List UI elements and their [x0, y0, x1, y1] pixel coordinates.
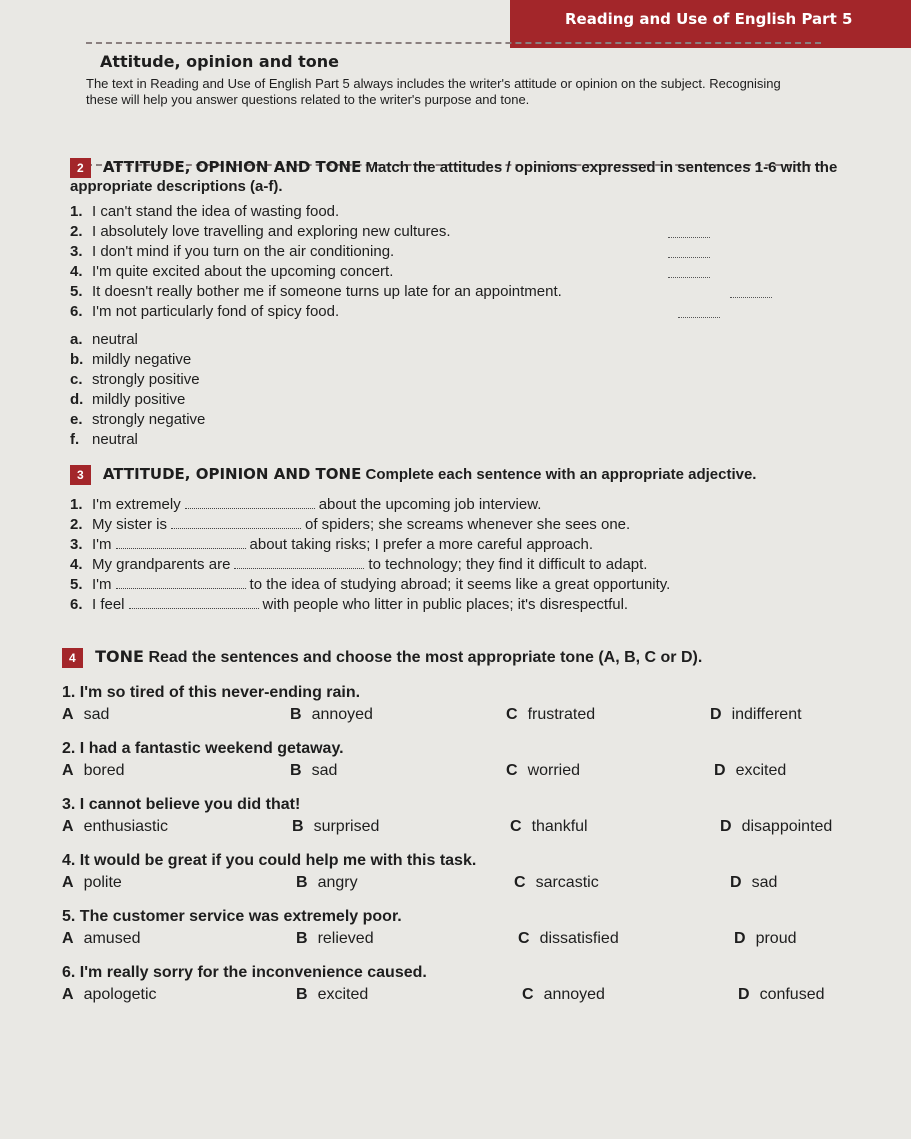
- exercise-label: ATTITUDE, OPINION AND TONE: [102, 158, 362, 176]
- exercise-3: [70, 465, 860, 615]
- item-number: 4.: [70, 263, 83, 280]
- completion-item: [70, 595, 860, 615]
- sentence-start: I'm: [92, 576, 112, 593]
- option-d[interactable]: D indifferent: [710, 706, 802, 723]
- item-letter: b.: [70, 351, 84, 368]
- sentence-text: It doesn't really bother me if someone turns up late for an appointment.: [92, 283, 562, 300]
- header-band: [510, 0, 911, 48]
- question-stem: 3. I cannot believe you did that!: [62, 796, 301, 813]
- option-b[interactable]: B relieved: [296, 930, 374, 947]
- option-a[interactable]: A sad: [62, 706, 110, 723]
- item-number: 6.: [70, 596, 83, 613]
- sentence-item: [70, 202, 860, 222]
- question-stem: 2. I had a fantastic weekend getaway.: [62, 740, 344, 757]
- option-c[interactable]: C worried: [506, 762, 581, 779]
- exercise-instruction: Read the sentences and choose the most appropriate tone (A, B, C or D).: [148, 649, 703, 666]
- description-text: neutral: [92, 331, 138, 348]
- question-stem: 6. I'm really sorry for the inconvenience caused.: [62, 964, 427, 981]
- option-row: [62, 872, 852, 896]
- option-row: [62, 928, 852, 952]
- completion-item: [70, 515, 860, 535]
- exercise-4: [62, 648, 852, 1008]
- completion-list: [70, 495, 860, 615]
- question: [62, 738, 852, 784]
- sentence-text: I can't stand the idea of wasting food.: [92, 203, 340, 220]
- sentence-end: to the idea of studying abroad; it seems like a great opportunity.: [249, 576, 671, 593]
- question-stem: 4. It would be great if you could help me with this task.: [62, 852, 477, 869]
- item-letter: f.: [70, 431, 80, 448]
- item-number: 5.: [70, 283, 83, 300]
- option-b[interactable]: B sad: [290, 762, 338, 779]
- exercise-label: ATTITUDE, OPINION AND TONE: [102, 465, 362, 483]
- item-number: 4.: [70, 556, 83, 573]
- sentence-start: I'm: [92, 536, 112, 553]
- option-a[interactable]: A polite: [62, 874, 122, 891]
- item-letter: c.: [70, 371, 83, 388]
- sentence-end: about the upcoming job interview.: [318, 496, 542, 513]
- option-row: [62, 704, 852, 728]
- sentence-end: about taking risks; I prefer a more careful approach.: [249, 536, 594, 553]
- exercise-4-heading: [62, 648, 852, 668]
- option-d[interactable]: D proud: [734, 930, 797, 947]
- completion-item: [70, 575, 860, 595]
- answer-blank[interactable]: [116, 547, 246, 549]
- description-item: [70, 370, 860, 390]
- page-title: Reading and Use of English Part 5: [565, 10, 853, 28]
- question: [62, 682, 852, 728]
- option-b[interactable]: B annoyed: [290, 706, 373, 723]
- item-letter: e.: [70, 411, 83, 428]
- sentence-start: My sister is: [92, 516, 167, 533]
- item-letter: d.: [70, 391, 84, 408]
- sentence-text: I'm not particularly fond of spicy food.: [92, 303, 340, 320]
- question: [62, 906, 852, 952]
- option-row: [62, 760, 852, 784]
- answer-blank[interactable]: [678, 316, 720, 318]
- item-number: 5.: [70, 576, 83, 593]
- exercise-number-badge: 2: [70, 158, 91, 178]
- sentence-text: I don't mind if you turn on the air conditioning.: [92, 243, 395, 260]
- description-item: [70, 350, 860, 370]
- sentence-item: [70, 302, 860, 322]
- answer-blank[interactable]: [668, 256, 710, 258]
- option-d[interactable]: D sad: [730, 874, 778, 891]
- exercise-number-badge: 4: [62, 648, 83, 668]
- completion-item: [70, 535, 860, 555]
- item-number: 6.: [70, 303, 83, 320]
- description-text: strongly negative: [92, 411, 206, 428]
- sentence-start: I'm extremely: [92, 496, 181, 513]
- sentence-end: to technology; they find it difficult to adapt.: [368, 556, 648, 573]
- option-row: [62, 816, 852, 840]
- intro-heading: Attitude, opinion and tone: [100, 52, 340, 71]
- option-a[interactable]: A amused: [62, 930, 141, 947]
- answer-blank[interactable]: [185, 507, 315, 509]
- description-text: strongly positive: [92, 371, 200, 388]
- question-stem: 5. The customer service was extremely poor.: [62, 908, 402, 925]
- sentence-list: [70, 202, 860, 322]
- option-c[interactable]: C frustrated: [506, 706, 596, 723]
- description-item: [70, 410, 860, 430]
- sentence-start: My grandparents are: [92, 556, 231, 573]
- exercise-instruction: Match the attitudes / opinions expressed in sentences 1-6 with the appropriate descriptions (a-f).: [70, 159, 838, 195]
- answer-blank[interactable]: [116, 587, 246, 589]
- description-list: [70, 330, 860, 450]
- completion-item: [70, 555, 860, 575]
- option-c[interactable]: C dissatisfied: [518, 930, 619, 947]
- sentence-item: [70, 222, 860, 242]
- item-number: 1.: [70, 203, 83, 220]
- description-item: [70, 390, 860, 410]
- description-item: [70, 330, 860, 350]
- answer-blank[interactable]: [668, 276, 710, 278]
- option-d[interactable]: D confused: [738, 986, 825, 1003]
- answer-blank[interactable]: [668, 236, 710, 238]
- option-d[interactable]: D disappointed: [720, 818, 833, 835]
- sentence-item: [70, 262, 860, 282]
- question: [62, 794, 852, 840]
- sentence-start: I feel: [92, 596, 125, 613]
- option-d[interactable]: D excited: [714, 762, 787, 779]
- completion-item: [70, 495, 860, 515]
- answer-blank[interactable]: [730, 296, 772, 298]
- item-number: 3.: [70, 536, 83, 553]
- answer-blank[interactable]: [234, 567, 364, 569]
- option-row: [62, 984, 852, 1008]
- item-number: 3.: [70, 243, 83, 260]
- sentence-item: [70, 282, 860, 302]
- exercise-3-heading: [70, 465, 860, 485]
- option-b[interactable]: B surprised: [292, 818, 380, 835]
- item-number: 2.: [70, 516, 83, 533]
- option-b[interactable]: B excited: [296, 986, 369, 1003]
- sentence-end: with people who litter in public places; it's disrespectful.: [262, 596, 629, 613]
- option-c[interactable]: C sarcastic: [514, 874, 599, 891]
- answer-blank[interactable]: [171, 527, 301, 529]
- item-letter: a.: [70, 331, 83, 348]
- intro-body: The text in Reading and Use of English Part 5 always includes the writer's attitude or opinion on the subject. Recognising these will help you answer questions related to the writer's purpose and tone.: [86, 76, 781, 107]
- option-c[interactable]: C thankful: [510, 818, 588, 835]
- description-item: [70, 430, 860, 450]
- option-a[interactable]: A bored: [62, 762, 125, 779]
- exercise-instruction: Complete each sentence with an appropriate adjective.: [365, 466, 757, 483]
- item-number: 2.: [70, 223, 83, 240]
- description-text: neutral: [92, 431, 138, 448]
- sentence-end: of spiders; she screams whenever she sees one.: [305, 516, 631, 533]
- exercise-2: [70, 158, 860, 450]
- question: [62, 850, 852, 896]
- exercise-2-heading: [70, 158, 860, 196]
- exercise-label: TONE: [95, 647, 144, 666]
- sentence-text: I absolutely love travelling and exploring new cultures.: [92, 223, 451, 240]
- option-b[interactable]: B angry: [296, 874, 358, 891]
- sentence-text: I'm quite excited about the upcoming concert.: [92, 263, 394, 280]
- description-text: mildly negative: [92, 351, 192, 368]
- question: [62, 962, 852, 1008]
- option-c[interactable]: C annoyed: [522, 986, 605, 1003]
- sentence-item: [70, 242, 860, 262]
- description-text: mildly positive: [92, 391, 186, 408]
- answer-blank[interactable]: [129, 607, 259, 609]
- exercise-number-badge: 3: [70, 465, 91, 485]
- question-stem: 1. I'm so tired of this never-ending rain.: [62, 684, 361, 701]
- option-a[interactable]: A apologetic: [62, 986, 157, 1003]
- item-number: 1.: [70, 496, 83, 513]
- option-a[interactable]: A enthusiastic: [62, 818, 169, 835]
- intro-box: [86, 42, 821, 166]
